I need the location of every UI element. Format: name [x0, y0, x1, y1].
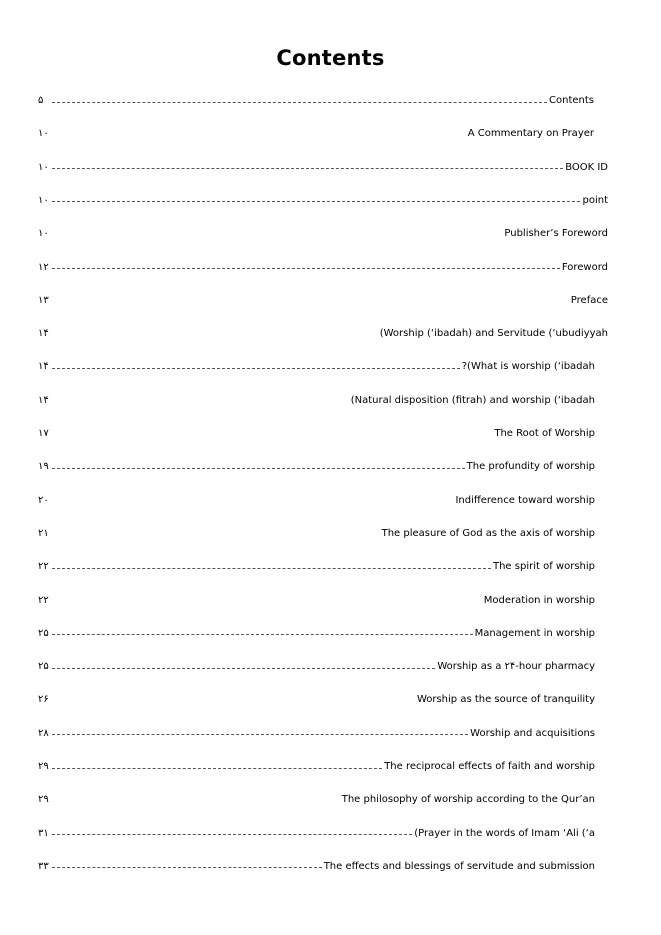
toc-leader-dots — [52, 834, 412, 835]
toc-entry[interactable] — [38, 325, 608, 343]
toc-page-number: ۱۰ — [38, 194, 49, 206]
toc-leader-dots — [52, 201, 580, 202]
toc-page-number: ۲۵ — [38, 627, 49, 639]
toc-page-number: ۱۲ — [38, 261, 49, 273]
toc-page-number: ۲۲ — [38, 561, 49, 573]
toc-entry[interactable] — [38, 525, 595, 543]
toc-page-number: ۲۹ — [38, 761, 49, 772]
toc-page-number: ۱۳ — [38, 294, 49, 306]
toc-leader-dots — [52, 102, 547, 103]
toc-entry-label[interactable]: Indifference toward worship — [455, 494, 595, 506]
toc-page-number: ۳۱ — [38, 827, 49, 839]
page-title: Contents — [276, 46, 385, 70]
toc-page-number: ۲۹ — [38, 794, 49, 806]
toc-entry[interactable] — [38, 658, 595, 676]
toc-entry-label[interactable]: ?(What is worship (‘ibadah — [461, 361, 595, 373]
toc-entry[interactable] — [38, 558, 595, 576]
toc-entry-label[interactable]: The effects and blessings of servitude and submission — [323, 860, 595, 872]
toc-entry-label[interactable]: The spirit of worship — [492, 561, 595, 573]
toc-leader-dots — [52, 268, 560, 269]
toc-entry[interactable] — [38, 592, 595, 610]
toc-entry[interactable] — [38, 358, 595, 376]
toc-page-number: ۱۴ — [38, 361, 49, 373]
toc-entry[interactable] — [38, 225, 608, 243]
toc-entry-label[interactable]: Contents — [549, 95, 594, 106]
toc-entry-label[interactable]: (Prayer in the words of Imam ‘Ali (‘a — [414, 827, 595, 839]
toc-leader-dots — [52, 168, 563, 169]
toc-page-number: ۲۵ — [38, 661, 49, 673]
toc-entry[interactable] — [38, 425, 595, 443]
toc-entry[interactable] — [38, 492, 595, 510]
toc-entry-label[interactable]: Worship and acquisitions — [470, 727, 595, 739]
toc-page-number: ۳۳ — [38, 860, 49, 872]
toc-page-number: ۱۰ — [38, 228, 49, 240]
toc-page-number: ۲۱ — [38, 527, 49, 539]
toc-entry[interactable] — [38, 758, 595, 776]
toc-page-number: ۲۶ — [38, 694, 49, 706]
toc-entry-label[interactable]: The philosophy of worship according to the Qur’an — [341, 794, 595, 806]
toc-entry[interactable] — [38, 159, 608, 177]
toc-entry-label[interactable]: The pleasure of God as the axis of worship — [381, 527, 595, 539]
toc-page-number: ۲۸ — [38, 727, 49, 739]
toc-entry[interactable] — [38, 825, 595, 843]
toc-page-number: ۱۴ — [38, 328, 49, 340]
toc-leader-dots — [52, 867, 322, 868]
toc-leader-dots — [52, 634, 473, 635]
toc-entry-label[interactable]: The Root of Worship — [494, 428, 595, 439]
toc-entry-label[interactable]: The profundity of worship — [466, 461, 595, 473]
toc-entry-label[interactable]: (Natural disposition (fitrah) and worship (‘ibadah — [350, 394, 595, 406]
toc-entry-label[interactable]: A Commentary on Prayer — [467, 128, 594, 140]
toc-leader-dots — [52, 734, 468, 735]
toc-page-number: ۱۷ — [38, 428, 49, 439]
toc-entry[interactable] — [38, 392, 595, 410]
toc-entry[interactable] — [38, 292, 608, 310]
toc-leader-dots — [52, 768, 382, 769]
toc-entry-label[interactable]: BOOK ID — [565, 161, 608, 173]
toc-entry[interactable] — [38, 725, 595, 743]
toc-entry-label[interactable]: Worship as a ۲۴-hour pharmacy — [437, 661, 595, 673]
toc-entry-label[interactable]: The reciprocal effects of faith and worship — [384, 761, 595, 772]
toc-leader-dots — [52, 468, 465, 469]
toc-page-number: ۲۲ — [38, 594, 49, 606]
toc-entry-label[interactable]: Moderation in worship — [483, 594, 595, 606]
toc-leader-dots — [52, 368, 460, 369]
toc-entry[interactable] — [38, 858, 595, 876]
toc-entry-label[interactable]: (Worship (‘ibadah) and Servitude (‘ubudiyyah — [379, 328, 608, 340]
toc-entry[interactable] — [38, 192, 608, 210]
toc-entry[interactable] — [38, 458, 595, 476]
toc-page-number: ۱۰ — [38, 128, 49, 140]
toc-entry-label[interactable]: Publisher’s Foreword — [504, 228, 608, 240]
toc-page-number: ۱۹ — [38, 461, 49, 473]
toc-entry-label[interactable]: Worship as the source of tranquility — [416, 694, 595, 706]
toc-entry[interactable] — [38, 92, 594, 110]
toc-entry[interactable] — [38, 625, 595, 643]
toc-entry-label[interactable]: Management in worship — [474, 627, 595, 639]
toc-page-number: ۱۴ — [38, 394, 49, 406]
toc-page-number: ۵ — [38, 95, 44, 106]
toc-page-number: ۲۰ — [38, 494, 49, 506]
toc-entry-label[interactable]: Preface — [570, 294, 608, 306]
toc-entry[interactable] — [38, 691, 595, 709]
toc-entry[interactable] — [38, 125, 594, 143]
toc-leader-dots — [52, 668, 435, 669]
toc-entry[interactable] — [38, 259, 608, 277]
toc-page-number: ۱۰ — [38, 161, 49, 173]
toc-entry[interactable] — [38, 791, 595, 809]
toc-entry-label[interactable]: point — [582, 194, 608, 206]
toc-leader-dots — [52, 568, 491, 569]
toc-entry-label[interactable]: Foreword — [561, 261, 608, 273]
